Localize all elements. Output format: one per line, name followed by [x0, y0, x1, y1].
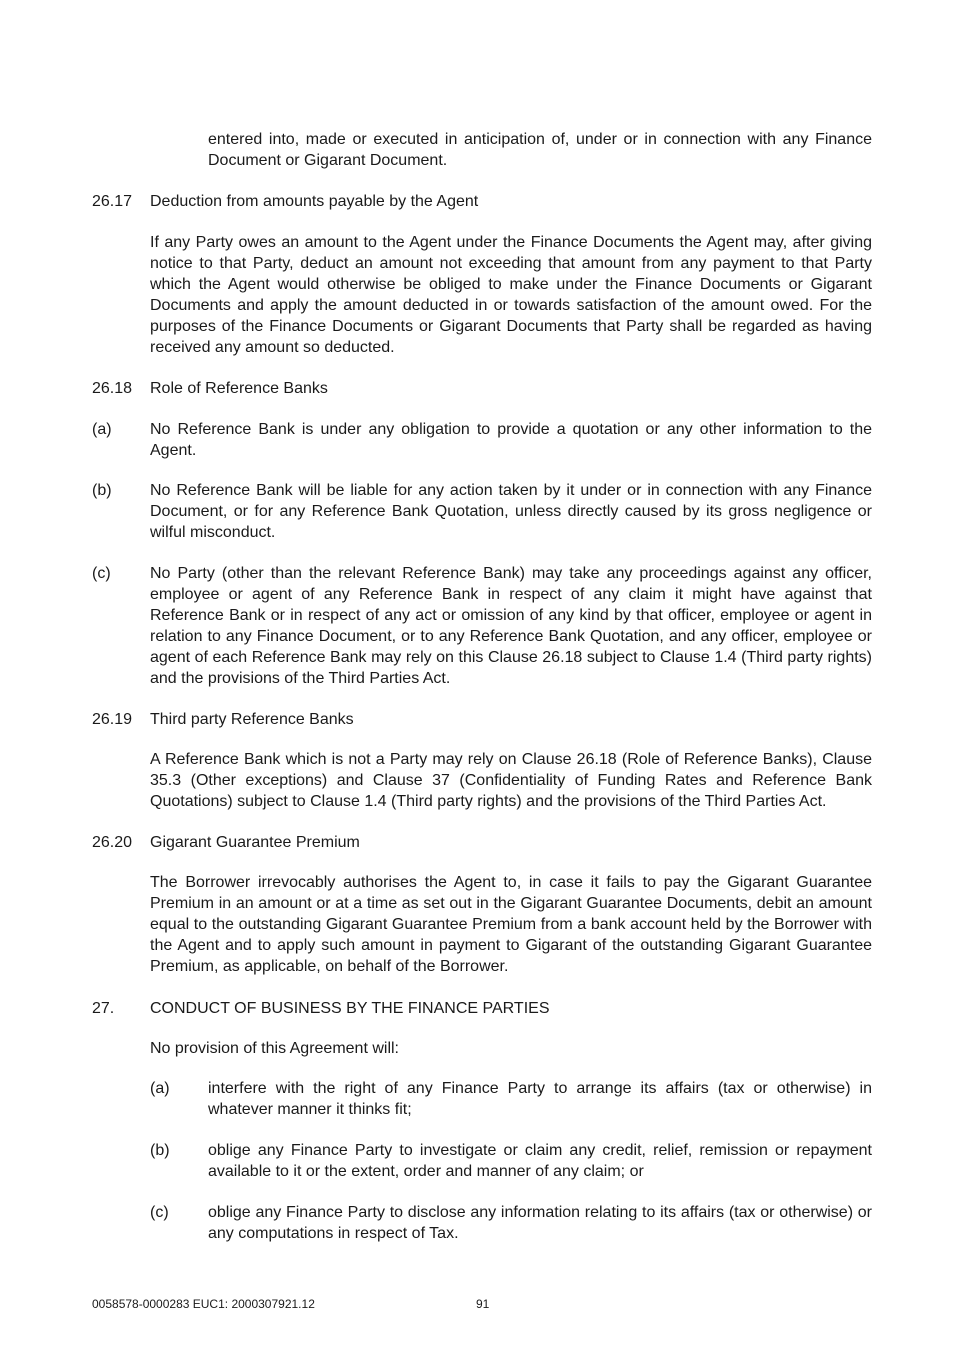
clause-26-18-heading: Role of Reference Banks [150, 380, 328, 397]
clause-26-18-a-label: (a) [92, 421, 112, 438]
clause-26-19-number: 26.19 [92, 711, 133, 728]
clause-27-number: 27. [92, 1000, 115, 1017]
clause-26-18-c-text: No Party (other than the relevant Reference Bank) may take any proceedings against any officer, employee or agent of any Reference Bank in respect of any claim it might have against that Reference Bank or in respect of any act or omission of any kind by that officer, employee or agent in relation to any Finance Document, or to any Reference Bank Quotation, and any officer, employee or agent of each Reference Bank may rely on this Clause 26.18 subject to Clause 1.4 (Third party rights) and the provisions of the Third Parties Act. [150, 565, 872, 687]
clause-27-heading: CONDUCT OF BUSINESS BY THE FINANCE PARTIES [150, 1000, 550, 1017]
clause-27-c-label: (c) [150, 1204, 169, 1221]
clause-26-17-body: If any Party owes an amount to the Agent under the Finance Documents the Agent may, after giving notice to that Party, deduct an amount not exceeding that amount from any payment to that Party which the Agent would otherwise be obliged to make under the Finance Documents or Gigarant Documents and apply the amount deducted in or towards satisfaction of the amount owed. For the purposes of the Finance Documents or Gigarant Documents that Party shall be regarded as having received any amount so deducted. [150, 234, 872, 356]
clause-26-17-number: 26.17 [92, 193, 133, 210]
clause-26-18-a-text: No Reference Bank is under any obligation to provide a quotation or any other information to the Agent. [150, 421, 872, 459]
clause-26-18-c-label: (c) [92, 565, 111, 582]
clause-26-19-heading: Third party Reference Banks [150, 711, 354, 728]
clause-26-20-heading: Gigarant Guarantee Premium [150, 834, 360, 851]
clause-27-a-text: interfere with the right of any Finance Party to arrange its affairs (tax or otherwise) in whatever manner it thinks fit; [208, 1080, 872, 1118]
footer-doc-ref: 0058578-0000283 EUC1: 2000307921.12 [92, 1297, 315, 1311]
clause-26-20-number: 26.20 [92, 834, 133, 851]
clause-26-19-body: A Reference Bank which is not a Party may rely on Clause 26.18 (Role of Reference Banks), Clause 35.3 (Other exceptions) and Clause 37 (Confidentiality of Funding Rates and Reference Bank Quotations) subject to Clause 1.4 (Third party rights) and the provisions of the Third Parties Act. [150, 751, 872, 810]
clause-27-intro: No provision of this Agreement will: [150, 1040, 399, 1057]
continuation-paragraph: entered into, made or executed in anticipation of, under or in connection with any Finance Document or Gigarant Document. [208, 131, 872, 169]
footer-page-number: 91 [476, 1297, 490, 1311]
clause-27-a-label: (a) [150, 1080, 170, 1097]
clause-26-18-number: 26.18 [92, 380, 133, 397]
clause-26-17-heading: Deduction from amounts payable by the Agent [150, 193, 479, 210]
clause-27-c-text: oblige any Finance Party to disclose any information relating to its affairs (tax or otherwise) or any computations in respect of Tax. [208, 1204, 872, 1242]
clause-26-20-body: The Borrower irrevocably authorises the Agent to, in case it fails to pay the Gigarant Guarantee Premium in an amount or at a time as set out in the Gigarant Guarantee Documents, debit an amount equal to the outstanding Gigarant Guarantee Premium from a bank account held by the Borrower with the Agent and to apply such amount in payment to Gigarant of the outstanding Gigarant Guarantee Premium, as applicable, on behalf of the Borrower. [150, 874, 872, 975]
clause-26-18-b-label: (b) [92, 482, 112, 499]
clause-27-b-label: (b) [150, 1142, 170, 1159]
clause-26-18-b-text: No Reference Bank will be liable for any action taken by it under or in connection with any Finance Document, or for any Reference Bank Quotation, unless directly caused by its gross negligence or wilful misconduct. [150, 482, 872, 541]
clause-27-b-text: oblige any Finance Party to investigate or claim any credit, relief, remission or repayment available to it or the extent, order and manner of any claim; or [208, 1142, 872, 1180]
